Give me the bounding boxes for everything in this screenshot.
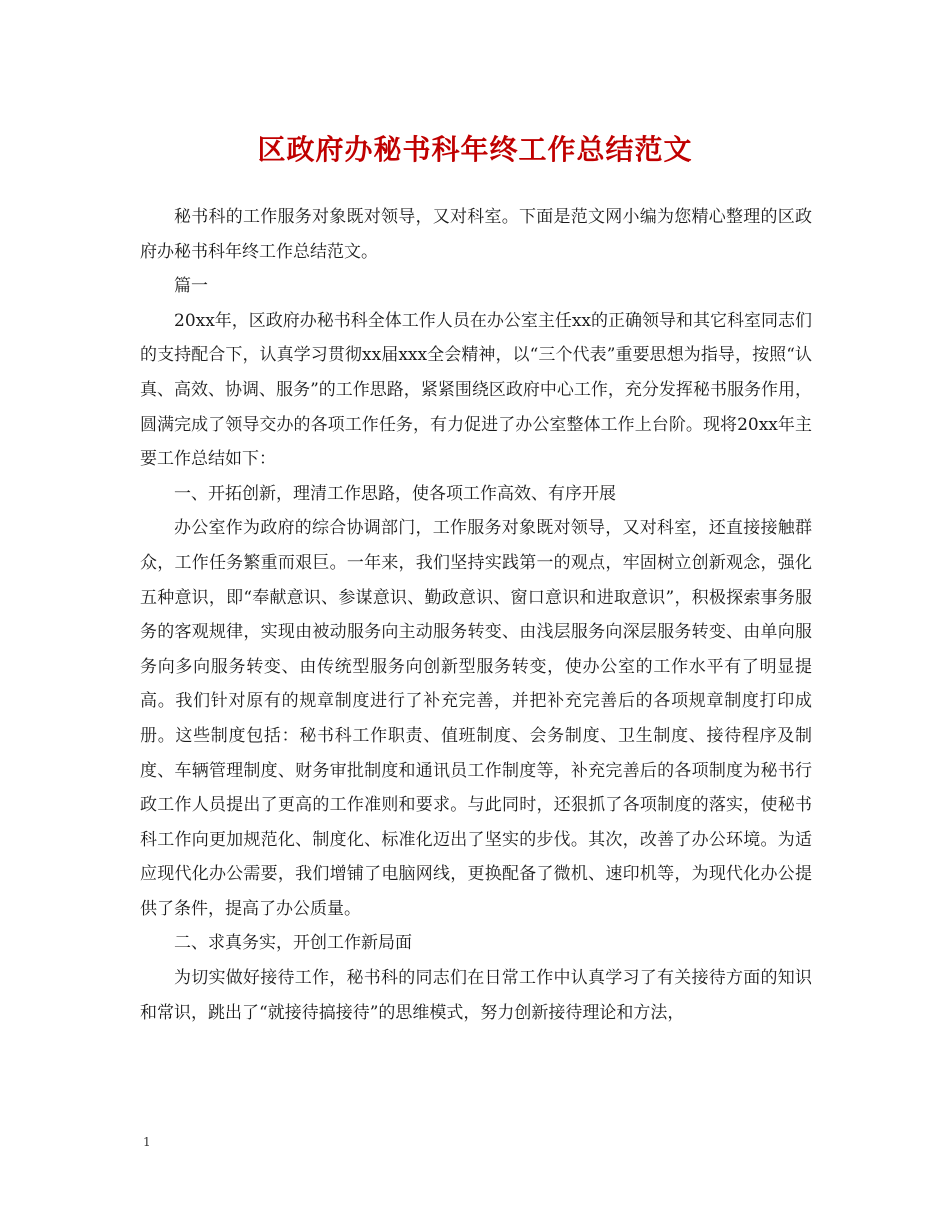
document-title: 区政府办秘书科年终工作总结范文 <box>257 133 693 166</box>
section-label: 篇一 <box>174 276 208 297</box>
body-paragraph: 20xx年，区政府办秘书科全体工作人员在办公室主任xx的正确领导和其它科室同志们的支持配合下，认真学习贯彻xx届xxx全会精神，以“三个代表”重要思想为指导，按照“认真、高效、协调、服务”的工作思路，紧紧围绕区政府中心工作，充分发挥秘书服务作用，圆满完成了领导交办的各项工作任务，有力促进了办公室整体工作上台阶。现将20xx年主要工作总结如下： <box>140 310 812 470</box>
intro-paragraph: 秘书科的工作服务对象既对领导，又对科室。下面是范文网小编为您精心整理的区政府办秘书科年终工作总结范文。 <box>140 207 812 262</box>
body-paragraph: 为切实做好接待工作，秘书科的同志们在日常工作中认真学习了有关接待方面的知识和常识，跳出了“就接待搞接待”的思维模式，努力创新接待理论和方法， <box>140 968 812 1023</box>
section-heading: 一、开拓创新，理清工作思路，使各项工作高效、有序开展 <box>174 483 616 504</box>
section-heading: 二、求真务实，开创工作新局面 <box>174 933 412 954</box>
page-number: 1 <box>143 1135 151 1149</box>
body-paragraph: 办公室作为政府的综合协调部门，工作服务对象既对领导，又对科室，还直接接触群众，工作任务繁重而艰巨。一年来，我们坚持实践第一的观点，牢固树立创新观念，强化五种意识，即“奉献意识、参谋意识、勤政意识、窗口意识和进取意识”，积极探索事务服务的客观规律，实现由被动服务向主动服务转变、由浅层服务向深层服务转变、由单向服务向多向服务转变、由传统型服务向创新型服务转变，使办公室的工作水平有了明显提高。我们针对原有的规章制度进行了补充完善，并把补充完善后的各项规章制度打印成册。这些制度包括：秘书科工作职责、值班制度、会务制度、卫生制度、接待程序及制度、车辆管理制度、财务审批制度和通讯员工作制度等，补充完善后的各项制度为秘书行政工作人员提出了更高的工作准则和要求。与此同时，还狠抓了各项制度的落实，使秘书科工作向更加规范化、制度化、标准化迈出了坚实的步伐。其次，改善了办公环境。为适应现代化办公需要，我们增铺了电脑网线，更换配备了微机、速印机等，为现代化办公提供了条件，提高了办公质量。 <box>140 518 812 919</box>
document-body <box>140 200 812 1030</box>
